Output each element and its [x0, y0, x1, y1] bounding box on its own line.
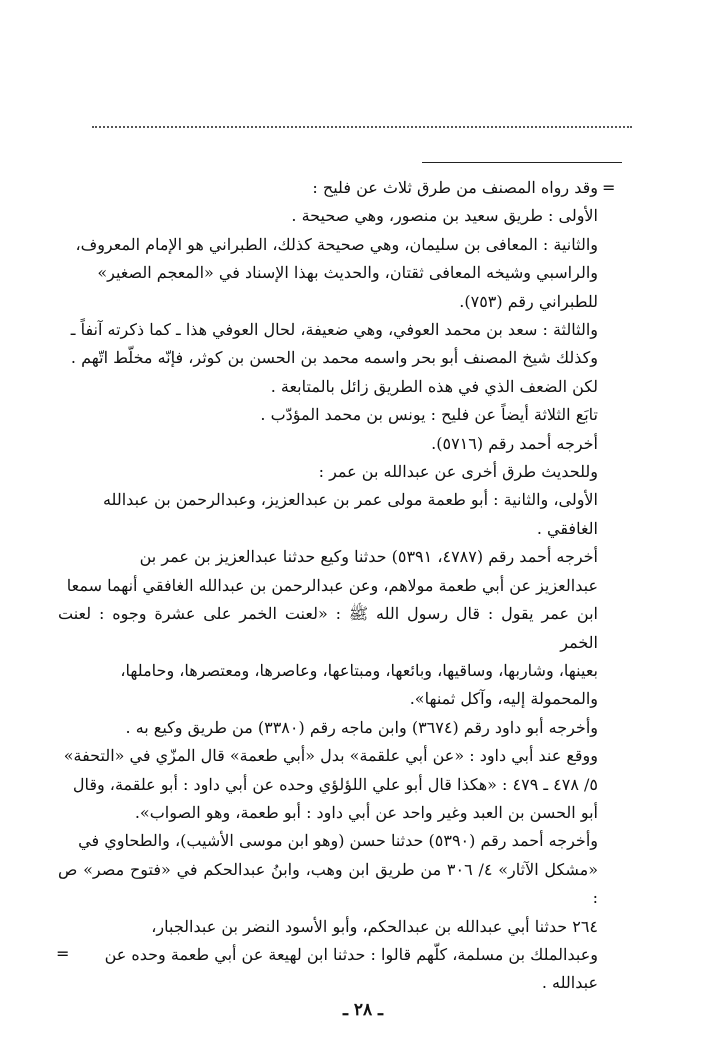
text-line: والراسبي وشيخه المعافى ثقتان، والحديث بهذا الإسناد في «المعجم الصغير» — [97, 263, 598, 283]
text-line: الأولى : طريق سعيد بن منصور، وهي صحيحة . — [291, 206, 598, 226]
text-line: عبدالله . — [541, 973, 598, 993]
header-dotted-rule — [92, 126, 632, 128]
text-line: الغافقي . — [536, 518, 598, 538]
text-line: ٢٦٤ حدثنا أبي عبدالله بن عبدالحكم، وأبو الأسود النضر بن عبدالجبار، — [151, 916, 598, 936]
text-line: وعبدالملك بن مسلمة، كلّهم قالوا : حدثنا ابن لهيعة عن أبي طعمة وحده عن — [104, 944, 598, 964]
page-number: ـ ٢٨ ـ — [342, 1000, 384, 1020]
text-line: وأخرجه أحمد رقم (٥٣٩٠) حدثنا حسن (وهو ابن موسى الأشيب)، والطحاوي في — [78, 831, 598, 851]
text-line: للطبراني رقم (٧٥٣). — [459, 291, 598, 311]
continuation-mark-bottom: = — [56, 944, 70, 963]
text-line: وكذلك شيخ المصنف أبو بحر واسمه محمد بن الحسن بن كوثر، فإنّه مخلّط اتّهم . — [70, 348, 598, 368]
footnote-text — [58, 174, 598, 998]
text-line: وللحديث طرق أخرى عن عبدالله بن عمر : — [318, 462, 598, 482]
text-line: أخرجه أحمد رقم (٥٧١٦). — [431, 433, 598, 453]
text-line: وأخرجه أبو داود رقم (٣٦٧٤) وابن ماجه رقم (٣٣٨٠) من طريق وكيع به . — [125, 717, 598, 737]
text-line: لكن الضعف الذي في هذه الطريق زائل بالمتابعة . — [270, 376, 598, 396]
text-line: عبدالعزيز عن أبي طعمة مولاهم، وعن عبدالرحمن بن عبدالله الغافقي أنهما سمعا — [66, 575, 598, 595]
text-line: ووقع عند أبي داود : «عن أبي علقمة» بدل «أبي طعمة» قال المزّي في «التحفة» — [63, 746, 598, 766]
text-line: أخرجه أحمد رقم (٤٧٨٧، ٥٣٩١) حدثنا وكيع حدثنا عبدالعزيز بن عمر بن — [139, 547, 598, 567]
continuation-mark-top: = — [602, 178, 616, 197]
footnote-separator — [422, 162, 622, 163]
text-line: تابَع الثلاثة أيضاً عن فليح : يونس بن محمد المؤدّب . — [260, 405, 598, 425]
text-line: «مشكل الآثار» ٤/ ٣٠٦ من طريق ابن وهب، وابنُ عبدالحكم في «فتوح مصر» ص : — [58, 859, 599, 908]
text-line: ٥/ ٤٧٨ ـ ٤٧٩ : «هكذا قال أبو علي اللؤلؤي وحده عن أبي داود : أبو علقمة، وقال — [72, 774, 598, 794]
text-line: بعينها، وشاربها، وساقيها، وبائعها، ومبتاعها، وعاصرها، ومعتصرها، وحاملها، — [120, 660, 598, 680]
text-line: والثانية : المعافى بن سليمان، وهي صحيحة كذلك، الطبراني هو الإمام المعروف، — [75, 234, 598, 254]
text-line: والثالثة : سعد بن محمد العوفي، وهي ضعيفة، لحال العوفي هذا ـ كما ذكرته آنفاً ـ — [70, 320, 598, 340]
text-line: ابن عمر يقول : قال رسول الله ﷺ : «لعنت الخمر على عشرة وجوه : لعنت الخمر — [58, 604, 598, 652]
text-line: وقد رواه المصنف من طرق ثلاث عن فليح : — [312, 178, 598, 197]
text-line: والمحمولة إليه، وآكل ثمنها». — [409, 689, 598, 709]
text-line: الأولى، والثانية : أبو طعمة مولى عمر بن عبدالعزيز، وعبدالرحمن بن عبدالله — [102, 490, 598, 510]
text-line: أبو الحسن بن العبد وغير واحد عن أبي داود : أبو طعمة، وهو الصواب». — [134, 802, 598, 822]
